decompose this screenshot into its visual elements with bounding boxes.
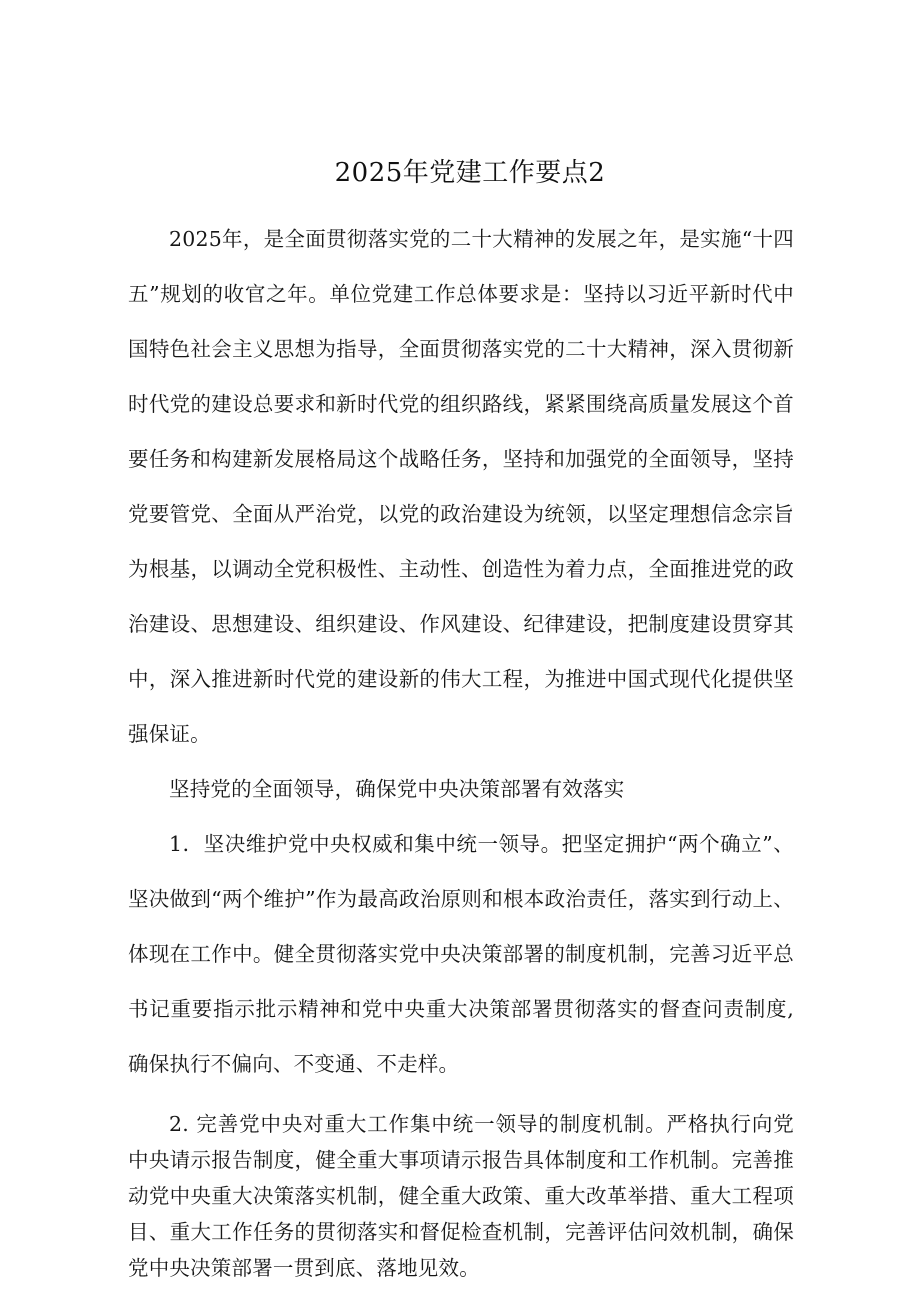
paragraph-intro: 2025年，是全面贯彻落实党的二十大精神的发展之年，是实施“十四五”规划的收官之年。单位党建工作总体要求是：坚持以习近平新时代中国特色社会主义思想为指导，全面贯彻落实党的二十大精神，深入贯彻新时代党的建设总要求和新时代党的组织路线，紧紧围绕高质量发展这个首要任务和构建新发展格局这个战略任务，坚持和加强党的全面领导，坚持党要管党、全面从严治党，以党的政治建设为统领，以坚定理想信念宗旨为根基，以调动全党积极性、主动性、创造性为着力点，全面推进党的政治建设、思想建设、组织建设、作风建设、纪律建设，把制度建设贯穿其中，深入推进新时代党的建设新的伟大工程，为推进中国式现代化提供坚强保证。 [128,227,794,746]
numbered-item-1: 1．坚决维护党中央权威和集中统一领导。把坚定拥护“两个确立”、坚决做到“两个维护”作为最高政治原则和根本政治责任，落实到行动上、体现在工作中。健全贯彻落实党中央决策部署的制度机制，完善习近平总书记重要指示批示精神和党中央重大决策部署贯彻落实的督查问责制度,确保执行不偏向、不变通、不走样。 [128,832,794,1076]
document-body [128,212,794,1286]
numbered-item-2: 2. 完善党中央对重大工作集中统一领导的制度机制。严格执行向党中央请示报告制度，健全重大事项请示报告具体制度和工作机制。完善推动党中央重大决策落实机制，健全重大政策、重大改革举措、重大工程项目、重大工作任务的贯彻落实和督促检查机制，完善评估问效机制，确保党中央决策部署一贯到底、落地见效。 [128,1112,794,1280]
page-title: 2025年党建工作要点2 [334,158,606,189]
section-heading: 坚持党的全面领导，确保党中央决策部署有效落实 [169,777,625,801]
